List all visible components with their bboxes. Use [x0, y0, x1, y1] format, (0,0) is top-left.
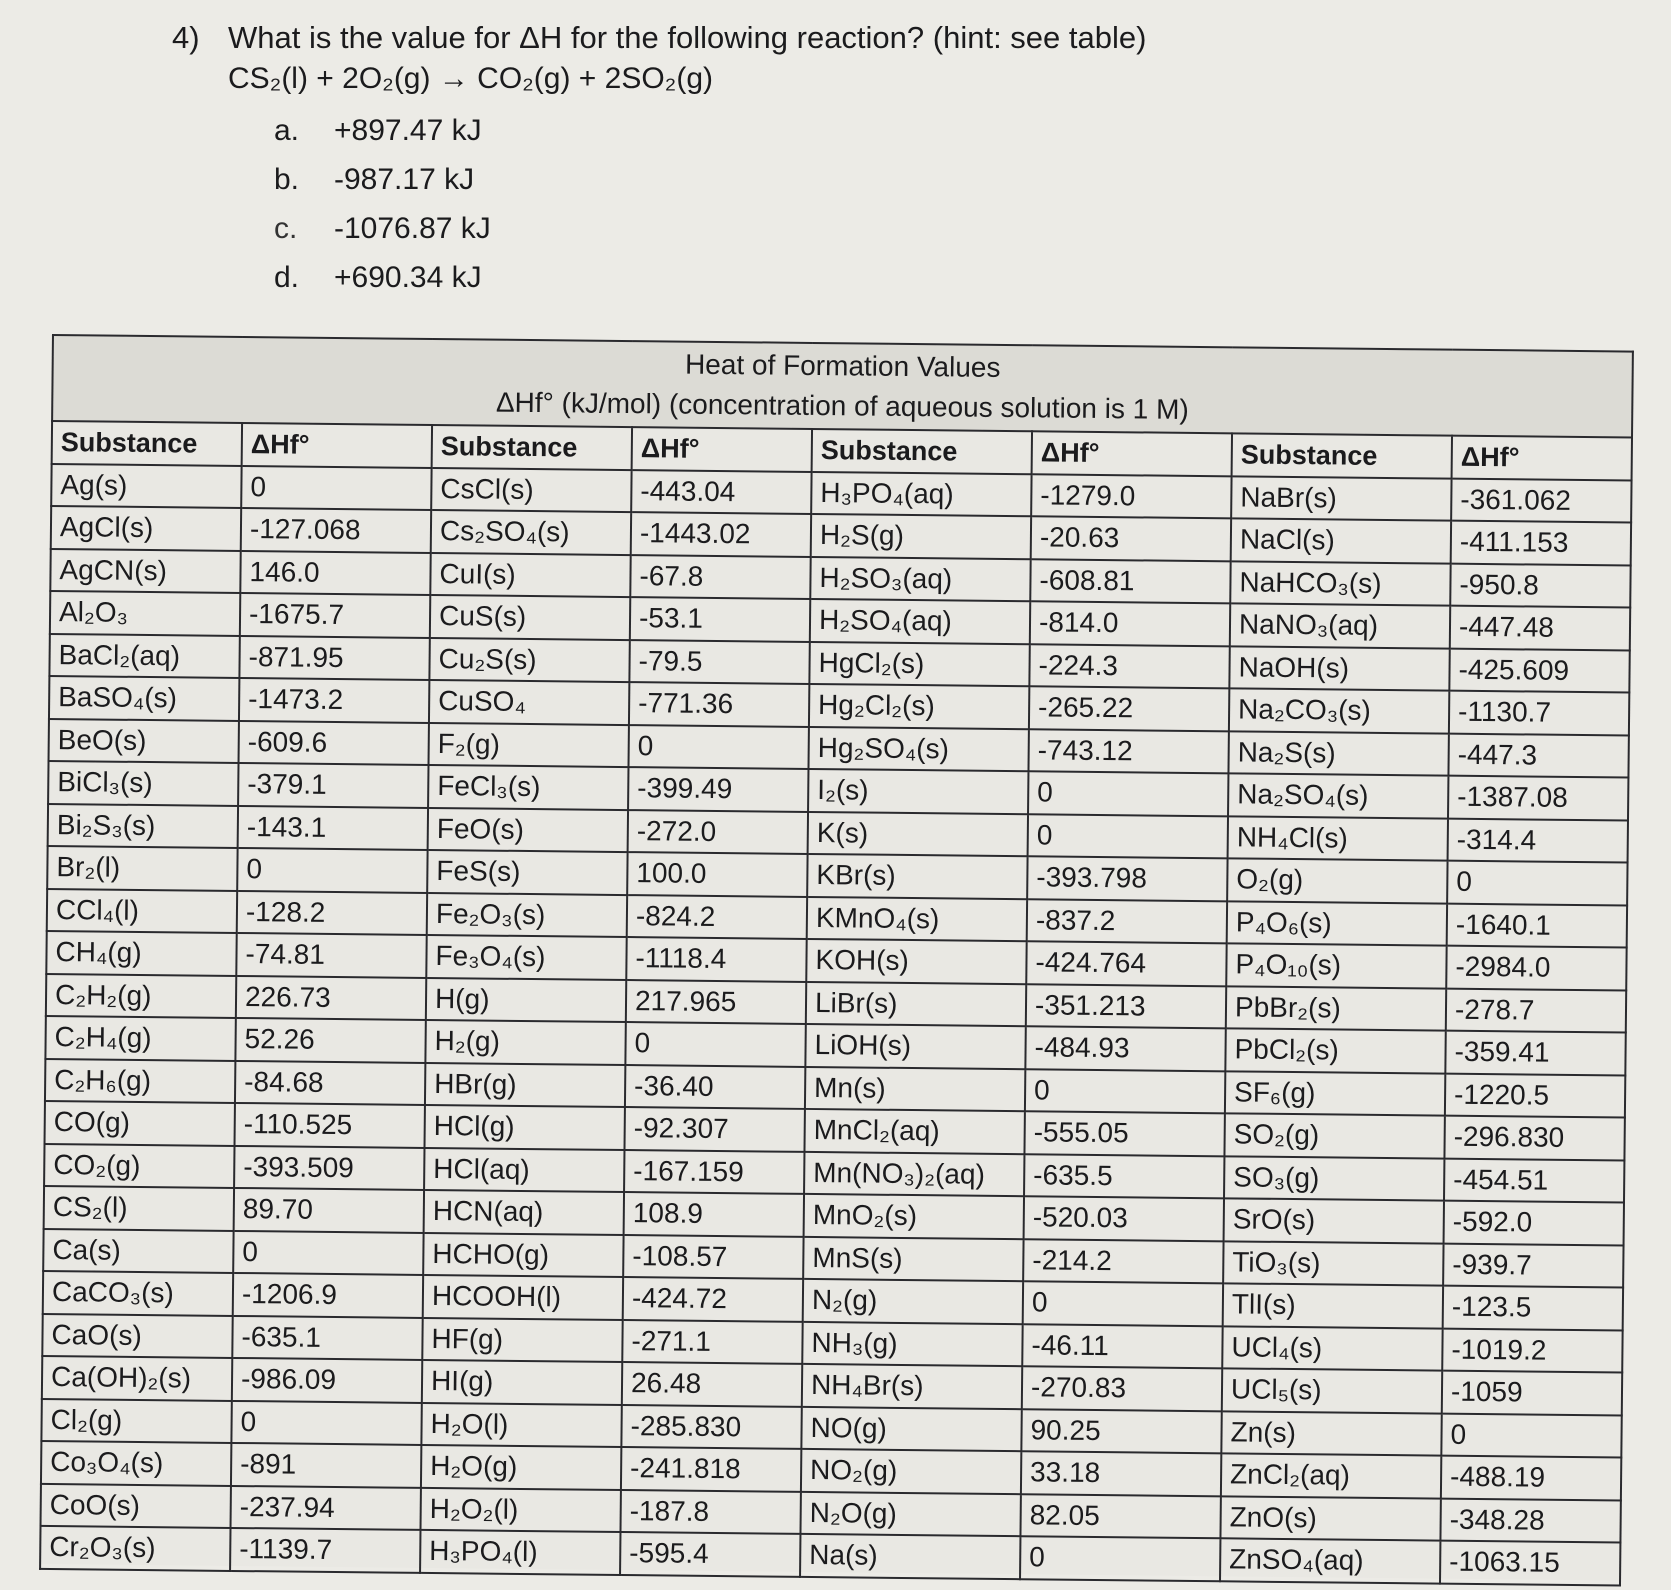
substance-cell: Br₂(l) — [47, 846, 237, 890]
substance-cell: MnO₂(s) — [804, 1194, 1024, 1239]
substance-cell: C₂H₄(g) — [45, 1016, 235, 1060]
substance-cell: HCOOH(l) — [423, 1275, 623, 1320]
dhf-value-cell: 217.965 — [626, 980, 806, 1024]
dhf-value-cell: -1118.4 — [626, 937, 806, 981]
substance-cell: P₄O₁₀(s) — [1226, 943, 1446, 988]
dhf-value-cell: -1387.08 — [1448, 776, 1629, 820]
substance-cell: HBr(g) — [425, 1062, 625, 1107]
choice-c[interactable] — [274, 204, 1572, 253]
substance-cell: CaO(s) — [42, 1313, 232, 1357]
choice-value: +690.34 kJ — [334, 261, 482, 294]
choice-value: +897.47 kJ — [334, 114, 482, 147]
substance-cell: H₂O(l) — [421, 1402, 621, 1447]
dhf-value-cell: -127.068 — [241, 508, 431, 552]
dhf-value-cell: 33.18 — [1021, 1451, 1221, 1496]
substance-cell: Na₂SO₄(s) — [1228, 773, 1448, 818]
col-header-substance: Substance — [432, 425, 632, 470]
dhf-value-cell: -1220.5 — [1445, 1073, 1626, 1117]
dhf-value-cell: -1473.2 — [239, 678, 429, 722]
question-number: 4) — [172, 20, 200, 55]
substance-cell: MnS(s) — [803, 1236, 1023, 1281]
dhf-value-cell: -167.159 — [624, 1150, 804, 1194]
dhf-value-cell: -214.2 — [1023, 1239, 1223, 1284]
dhf-value-cell: -1206.9 — [233, 1273, 423, 1317]
substance-cell: C₂H₆(g) — [45, 1058, 235, 1102]
col-header-dhf: ΔHf° — [1452, 436, 1633, 480]
dhf-value-cell: -424.764 — [1026, 941, 1226, 986]
dhf-value-cell: -348.28 — [1440, 1498, 1621, 1542]
substance-cell: Ca(s) — [43, 1228, 233, 1272]
dhf-value-cell: -1059 — [1442, 1371, 1623, 1415]
substance-cell: Fe₂O₃(s) — [427, 892, 627, 937]
dhf-value-cell: -411.153 — [1451, 521, 1632, 565]
substance-cell: PbCl₂(s) — [1225, 1028, 1445, 1073]
dhf-value-cell: -635.1 — [232, 1315, 422, 1359]
substance-cell: CO(g) — [45, 1101, 235, 1145]
table-title-cell — [52, 335, 1633, 438]
dhf-value-cell: -939.7 — [1443, 1243, 1624, 1287]
dhf-value-cell: 0 — [628, 725, 808, 769]
substance-cell: Na(s) — [800, 1534, 1020, 1579]
question-line — [172, 18, 1572, 58]
dhf-value-cell: -443.04 — [631, 470, 811, 514]
substance-cell: SF₆(g) — [1225, 1071, 1445, 1116]
dhf-value-cell: -484.93 — [1025, 1026, 1225, 1071]
dhf-value-cell: -53.1 — [630, 597, 810, 641]
col-header-dhf: ΔHf° — [242, 423, 432, 467]
dhf-value-cell: -1139.7 — [230, 1528, 420, 1572]
dhf-value-cell: -520.03 — [1024, 1196, 1224, 1241]
dhf-value-cell: 0 — [231, 1400, 421, 1444]
substance-cell: LiBr(s) — [806, 981, 1026, 1026]
substance-cell: H₂O₂(l) — [420, 1487, 620, 1532]
dhf-value-cell: -950.8 — [1450, 563, 1631, 607]
dhf-value-cell: -1675.7 — [240, 593, 430, 637]
substance-cell: BaCl₂(aq) — [49, 633, 239, 677]
dhf-value-cell: 0 — [1028, 814, 1228, 859]
substance-cell: NaNO₃(aq) — [1230, 603, 1450, 648]
substance-cell: NaOH(s) — [1229, 646, 1449, 691]
substance-cell: Fe₃O₄(s) — [426, 935, 626, 980]
choice-d[interactable] — [274, 253, 1572, 302]
dhf-value-cell: -187.8 — [620, 1490, 800, 1534]
col-header-dhf: ΔHf° — [632, 427, 812, 471]
dhf-value-cell: -1443.02 — [631, 512, 811, 556]
substance-cell: HCl(aq) — [424, 1147, 624, 1192]
substance-cell: H₂SO₃(aq) — [810, 556, 1030, 601]
dhf-value-cell: -265.22 — [1029, 686, 1229, 731]
dhf-value-cell: -123.5 — [1443, 1286, 1624, 1330]
dhf-value-cell: -814.0 — [1030, 601, 1230, 646]
substance-cell: NaBr(s) — [1231, 476, 1451, 521]
dhf-value-cell: -314.4 — [1448, 818, 1629, 862]
choice-value: -1076.87 kJ — [334, 212, 491, 245]
substance-cell: HCl(g) — [425, 1105, 625, 1150]
dhf-value-cell: -1640.1 — [1447, 903, 1628, 947]
substance-cell: K(s) — [808, 811, 1028, 856]
dhf-value-cell: -74.81 — [236, 933, 426, 977]
substance-cell: SrO(s) — [1224, 1198, 1444, 1243]
dhf-value-cell: 89.70 — [234, 1188, 424, 1232]
dhf-value-cell: -399.49 — [628, 767, 808, 811]
dhf-value-cell: -393.798 — [1027, 856, 1227, 901]
substance-cell: HCN(aq) — [424, 1190, 624, 1235]
substance-cell: NH₄Br(s) — [802, 1364, 1022, 1409]
substance-cell: AgCN(s) — [50, 548, 240, 592]
choice-b[interactable] — [274, 155, 1572, 204]
substance-cell: KMnO₄(s) — [807, 896, 1027, 941]
choice-a[interactable] — [274, 106, 1572, 155]
dhf-value-cell: -488.19 — [1441, 1456, 1622, 1500]
col-header-substance: Substance — [52, 421, 242, 465]
substance-cell: BeO(s) — [49, 718, 239, 762]
dhf-value-cell: 26.48 — [622, 1362, 802, 1406]
substance-cell: N₂O(g) — [800, 1491, 1020, 1536]
substance-cell: CuS(s) — [430, 595, 630, 640]
dhf-value-cell: -351.213 — [1026, 984, 1226, 1029]
dhf-value-cell: -278.7 — [1446, 988, 1627, 1032]
substance-cell: Mn(NO₃)₂(aq) — [804, 1151, 1024, 1196]
dhf-value-cell: 0 — [237, 848, 427, 892]
dhf-value-cell: -272.0 — [628, 810, 808, 854]
substance-cell: UCl₄(s) — [1222, 1326, 1442, 1371]
substance-cell: H(g) — [426, 977, 626, 1022]
dhf-value-cell: 0 — [1023, 1281, 1223, 1326]
answer-choices — [274, 106, 1572, 302]
substance-cell: FeO(s) — [428, 807, 628, 852]
dhf-value-cell: -46.11 — [1022, 1324, 1222, 1369]
substance-cell: NO₂(g) — [801, 1449, 1021, 1494]
substance-cell: CsCl(s) — [431, 467, 631, 512]
table-title: Heat of Formation Values — [684, 348, 1001, 383]
substance-cell: CuSO₄ — [429, 680, 629, 725]
dhf-value-cell: 108.9 — [624, 1192, 804, 1236]
choice-letter: a. — [274, 114, 300, 147]
dhf-value-cell: 0 — [1020, 1536, 1220, 1581]
substance-cell: PbBr₂(s) — [1226, 986, 1446, 1031]
substance-cell: C₂H₂(g) — [46, 973, 236, 1017]
dhf-value-cell: 52.26 — [235, 1018, 425, 1062]
substance-cell: Cl₂(g) — [41, 1398, 231, 1442]
dhf-value-cell: -143.1 — [238, 805, 428, 849]
substance-cell: H₂SO₄(aq) — [810, 599, 1030, 644]
dhf-value-cell: 90.25 — [1021, 1409, 1221, 1454]
dhf-value-cell: -743.12 — [1028, 729, 1228, 774]
col-header-dhf: ΔHf° — [1032, 431, 1232, 476]
dhf-value-cell: -92.307 — [624, 1107, 804, 1151]
substance-cell: CH₄(g) — [46, 931, 236, 975]
substance-cell: Cr₂O₃(s) — [40, 1526, 230, 1570]
dhf-value-cell: -20.63 — [1031, 516, 1231, 561]
dhf-value-cell: -447.48 — [1450, 606, 1631, 650]
substance-cell: UCl₅(s) — [1222, 1368, 1442, 1413]
substance-cell: BiCl₃(s) — [48, 761, 238, 805]
dhf-value-cell: -1019.2 — [1442, 1328, 1623, 1372]
dhf-value-cell: -1063.15 — [1440, 1541, 1621, 1585]
question-text: What is the value for ΔH for the following reaction? (hint: see table) — [228, 20, 1147, 55]
substance-cell: Ca(OH)₂(s) — [42, 1356, 232, 1400]
heat-of-formation-sheet — [39, 334, 1632, 1580]
dhf-value-cell: 82.05 — [1020, 1494, 1220, 1539]
dhf-value-cell: -447.3 — [1448, 733, 1629, 777]
substance-cell: Al₂O₃ — [50, 591, 240, 635]
choice-value: -987.17 kJ — [334, 163, 475, 196]
substance-cell: Co₃O₄(s) — [41, 1441, 231, 1485]
substance-cell: ZnSO₄(aq) — [1220, 1538, 1440, 1583]
substance-cell: H₃PO₄(l) — [420, 1530, 620, 1575]
substance-cell: HF(g) — [422, 1317, 622, 1362]
substance-cell: NH₄Cl(s) — [1228, 816, 1448, 861]
dhf-value-cell: -271.1 — [622, 1320, 802, 1364]
substance-cell: ZnCl₂(aq) — [1221, 1453, 1441, 1498]
substance-cell: F₂(g) — [429, 722, 629, 767]
dhf-value-cell: 0 — [1447, 861, 1628, 905]
substance-cell: Cu₂S(s) — [429, 637, 629, 682]
dhf-value-cell: -36.40 — [625, 1065, 805, 1109]
dhf-value-cell: 0 — [233, 1230, 423, 1274]
substance-cell: Na₂CO₃(s) — [1229, 688, 1449, 733]
substance-cell: I₂(s) — [808, 769, 1028, 814]
dhf-value-cell: -986.09 — [232, 1358, 422, 1402]
substance-cell: HCHO(g) — [423, 1232, 623, 1277]
dhf-value-cell: -454.51 — [1444, 1158, 1625, 1202]
substance-cell: Cs₂SO₄(s) — [431, 510, 631, 555]
substance-cell: ZnO(s) — [1220, 1496, 1440, 1541]
substance-cell: NH₃(g) — [802, 1321, 1022, 1366]
dhf-value-cell: -595.4 — [620, 1532, 800, 1576]
dhf-value-cell: -224.3 — [1029, 644, 1229, 689]
substance-cell: BaSO₄(s) — [49, 676, 239, 720]
dhf-value-cell: -891 — [231, 1443, 421, 1487]
dhf-value-cell: 226.73 — [236, 975, 426, 1019]
substance-cell: Hg₂SO₄(s) — [808, 726, 1028, 771]
substance-cell: HgCl₂(s) — [809, 641, 1029, 686]
substance-cell: CCl₄(l) — [47, 888, 237, 932]
dhf-value-cell: -1279.0 — [1031, 474, 1231, 519]
dhf-value-cell: -635.5 — [1024, 1154, 1224, 1199]
dhf-value-cell: -592.0 — [1444, 1201, 1625, 1245]
dhf-value-cell: -379.1 — [238, 763, 428, 807]
substance-cell: KBr(s) — [807, 854, 1027, 899]
substance-cell: CuI(s) — [430, 552, 630, 597]
substance-cell: O₂(g) — [1227, 858, 1447, 903]
substance-cell: CaCO₃(s) — [43, 1271, 233, 1315]
choice-letter: c. — [274, 212, 298, 245]
dhf-value-cell: -79.5 — [629, 640, 809, 684]
substance-cell: P₄O₆(s) — [1227, 901, 1447, 946]
heat-of-formation-table — [39, 334, 1634, 1586]
choice-letter: b. — [274, 163, 300, 196]
substance-cell: NaCl(s) — [1231, 518, 1451, 563]
substance-cell: Mn(s) — [805, 1066, 1025, 1111]
dhf-value-cell: -361.062 — [1451, 478, 1632, 522]
substance-cell: LiOH(s) — [805, 1024, 1025, 1069]
dhf-value-cell: -424.72 — [623, 1277, 803, 1321]
substance-cell: NaHCO₃(s) — [1230, 561, 1450, 606]
question-block — [172, 18, 1572, 302]
substance-cell: H₂(g) — [425, 1020, 625, 1065]
substance-cell: FeS(s) — [427, 850, 627, 895]
dhf-value-cell: -241.818 — [621, 1447, 801, 1491]
dhf-value-cell: -84.68 — [235, 1060, 425, 1104]
choice-letter: d. — [274, 261, 300, 294]
substance-cell: CO₂(g) — [44, 1143, 234, 1187]
reaction-equation: CS₂(l) + 2O₂(g) → CO₂(g) + 2SO₂(g) — [228, 62, 713, 95]
dhf-value-cell: -128.2 — [237, 890, 427, 934]
substance-cell: Zn(s) — [1221, 1411, 1441, 1456]
substance-cell: AgCl(s) — [51, 506, 241, 550]
substance-cell: KOH(s) — [806, 939, 1026, 984]
dhf-value-cell: -2984.0 — [1446, 946, 1627, 990]
table-body — [40, 464, 1632, 1585]
substance-cell: Na₂S(s) — [1228, 731, 1448, 776]
substance-cell: SO₃(g) — [1224, 1156, 1444, 1201]
dhf-value-cell: 0 — [1441, 1413, 1622, 1457]
substance-cell: HI(g) — [422, 1360, 622, 1405]
dhf-value-cell: 146.0 — [240, 550, 430, 594]
dhf-value-cell: 0 — [1028, 771, 1228, 816]
substance-cell: Ag(s) — [51, 464, 241, 508]
substance-cell: TiO₃(s) — [1223, 1241, 1443, 1286]
substance-cell: FeCl₃(s) — [428, 765, 628, 810]
table-subtitle: ΔHf° (kJ/mol) (concentration of aqueous solution is 1 M) — [495, 386, 1189, 425]
substance-cell: CS₂(l) — [44, 1186, 234, 1230]
dhf-value-cell: -837.2 — [1027, 899, 1227, 944]
dhf-value-cell: -393.509 — [234, 1145, 424, 1189]
substance-cell: H₃PO₄(aq) — [811, 471, 1031, 516]
dhf-value-cell: 100.0 — [627, 852, 807, 896]
substance-cell: Hg₂Cl₂(s) — [809, 684, 1029, 729]
substance-cell: NO(g) — [801, 1406, 1021, 1451]
dhf-value-cell: -608.81 — [1030, 559, 1230, 604]
dhf-value-cell: -1130.7 — [1449, 691, 1630, 735]
substance-cell: SO₂(g) — [1224, 1113, 1444, 1158]
dhf-value-cell: -359.41 — [1445, 1031, 1626, 1075]
dhf-value-cell: -871.95 — [239, 635, 429, 679]
substance-cell: N₂(g) — [803, 1279, 1023, 1324]
col-header-substance: Substance — [812, 429, 1032, 474]
substance-cell: Bi₂S₃(s) — [48, 803, 238, 847]
dhf-value-cell: -555.05 — [1024, 1111, 1224, 1156]
dhf-value-cell: 0 — [1025, 1069, 1225, 1114]
dhf-value-cell: -425.609 — [1449, 648, 1630, 692]
dhf-value-cell: -108.57 — [623, 1235, 803, 1279]
dhf-value-cell: -824.2 — [627, 895, 807, 939]
dhf-value-cell: -237.94 — [231, 1485, 421, 1529]
substance-cell: H₂O(g) — [421, 1445, 621, 1490]
dhf-value-cell: 0 — [625, 1022, 805, 1066]
dhf-value-cell: -270.83 — [1022, 1366, 1222, 1411]
dhf-value-cell: -296.830 — [1444, 1116, 1625, 1160]
substance-cell: TlI(s) — [1223, 1283, 1443, 1328]
dhf-value-cell: 0 — [241, 465, 431, 509]
dhf-value-cell: -771.36 — [629, 682, 809, 726]
col-header-substance: Substance — [1232, 433, 1452, 478]
substance-cell: CoO(s) — [41, 1483, 231, 1527]
dhf-value-cell: -609.6 — [239, 720, 429, 764]
dhf-value-cell: -110.525 — [235, 1103, 425, 1147]
dhf-value-cell: -285.830 — [621, 1405, 801, 1449]
dhf-value-cell: -67.8 — [630, 555, 810, 599]
substance-cell: MnCl₂(aq) — [804, 1109, 1024, 1154]
substance-cell: H₂S(g) — [811, 514, 1031, 559]
